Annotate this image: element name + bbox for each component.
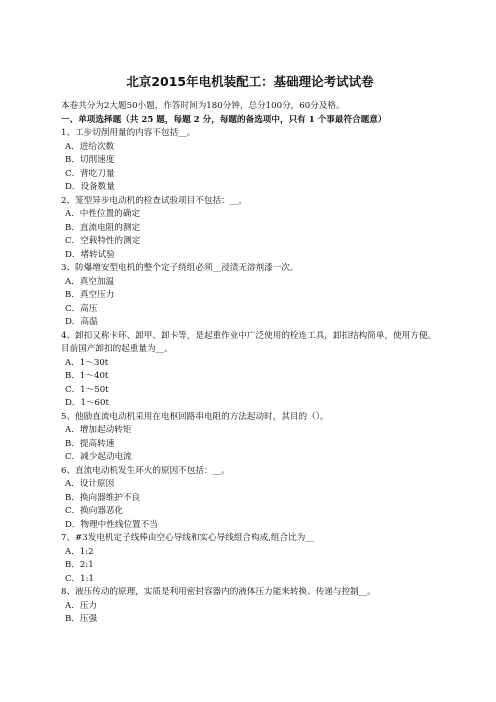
question-stem: 8、液压传动的原理，实质是利用密封容器内的液体压力能来转换、传递与控制__。 [61,587,376,597]
option-b: B．2:1 [65,560,94,570]
question-6 [61,465,439,533]
option-c: C．减少起动电流 [65,452,132,462]
option-a: A．1～30t [65,357,109,368]
option-c: C．1～50t [65,384,109,395]
question-1 [61,127,439,195]
question-stem: 6、直流电动机发生环火的原因不包括：__。 [61,465,230,476]
question-stem: 7、#3发电机定子线棒由空心导线和实心导线组合构成,组合比为__ [61,533,314,543]
section-heading: 一、单项选择题（共 25 题，每题 2 分，每题的备选项中，只有 1 个事最符合题意） [61,114,387,125]
option-b: B．换向器维护不良 [65,492,141,503]
option-d: D．物理中性线位置不当 [65,519,158,530]
question-stem: 3、防爆增安型电机的整个定子绕组必须__浸渍无溶剂漆一次。 [61,263,299,273]
question-5 [61,411,439,465]
question-stem: 4、卸扣又称卡环、卸甲、卸卡等，是起重作业中广泛使用的栓连工具，卸扣结构简单，使用方便。目前国产卸扣的起重量为__。 [61,330,437,354]
option-a: A．设计原因 [65,479,115,489]
option-a: A．真空加温 [65,276,115,287]
option-c: C．高压 [65,303,98,314]
question-stem: 1、工步切削用量的内容不包括__。 [61,128,196,138]
option-c: C．空载特性的测定 [65,236,141,246]
option-d: D．高温 [65,317,98,327]
option-b: B．1～40t [65,371,109,381]
option-b: B．提高转速 [65,438,115,449]
question-3 [61,262,439,330]
option-a: A．增加起动转矩 [65,425,132,435]
question-7 [61,532,439,586]
option-c: C．换向器恶化 [65,506,124,516]
option-a: A．中性位置的确定 [65,209,140,219]
option-d: D．1～60t [65,398,109,408]
option-a: A．进给次数 [65,141,115,152]
exam-intro: 本卷共分为2大题50小题，作答时间为180分钟，总分100分，60分及格。 [61,101,345,111]
question-stem: 5、他励直流电动机采用在电枢回路串电阻的方法起动时，其目的（）。 [61,411,329,422]
option-b: B．压强 [65,614,98,624]
option-b: B．真空压力 [65,290,115,300]
exam-page [61,74,439,627]
option-d: D．堵转试验 [65,249,115,260]
option-b: B．直流电阻的测定 [65,222,141,233]
option-c: C．背吃刀量 [65,168,115,179]
question-4 [61,330,439,411]
option-a: A．1:2 [65,546,94,557]
question-stem: 2、笼型异步电动机的检查试验项目不包括：__。 [61,195,247,206]
option-d: D．设备数量 [65,182,115,192]
question-2 [61,195,439,263]
page-title: 北京2015年电机装配工：基础理论考试试卷 [126,74,374,89]
option-c: C．1:1 [65,573,94,584]
option-b: B．切削速度 [65,155,115,165]
question-8 [61,586,439,627]
option-a: A．压力 [65,600,97,611]
